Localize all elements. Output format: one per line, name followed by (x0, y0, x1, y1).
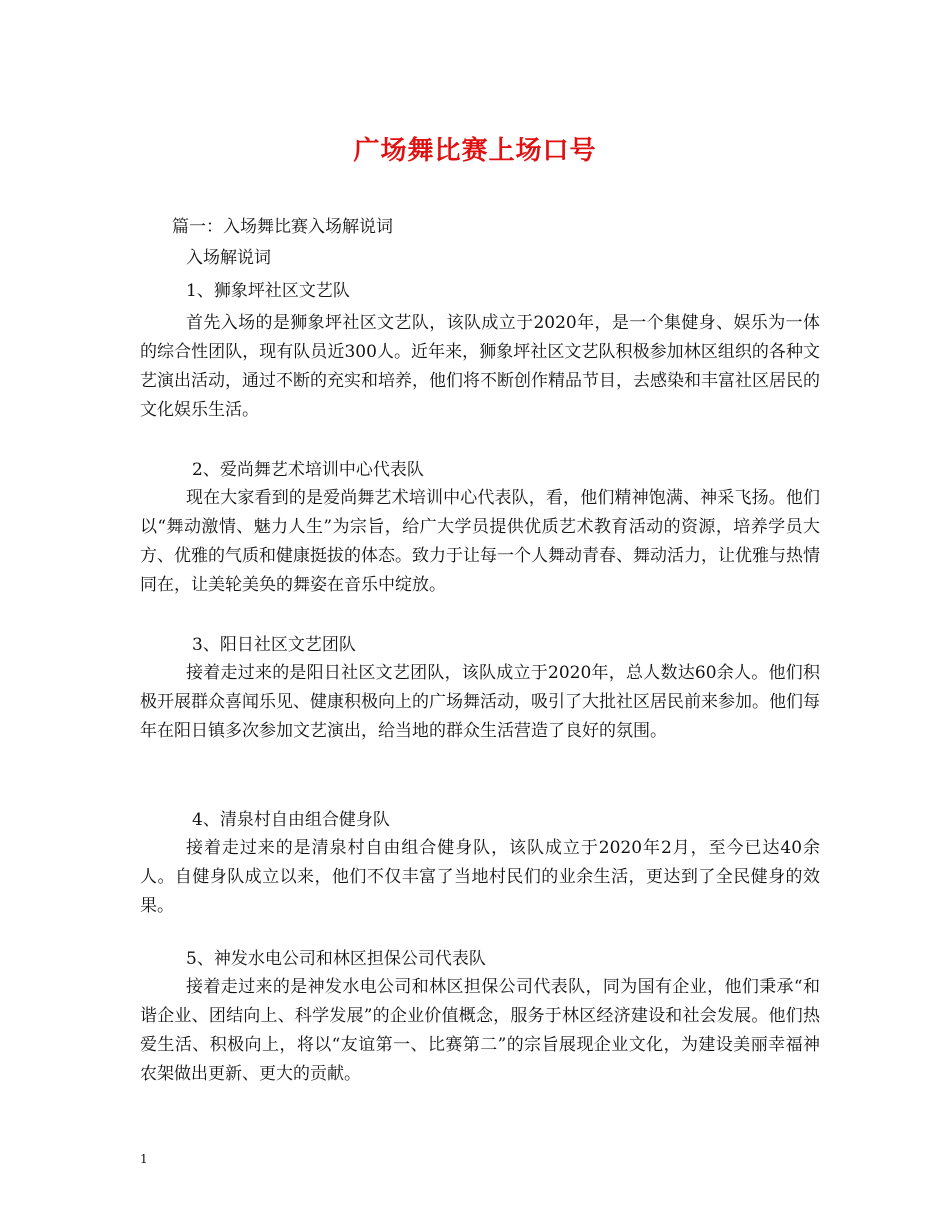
section-body-2: 现在大家看到的是爱尚舞艺术培训中心代表队，看，他们精神饱满、神采飞扬。他们以“舞动激情、魅力人生”为宗旨，给广大学员提供优质艺术教育活动的资源，培养学员大方、优雅的气质和健康挺拔的体态。致力于让每一个人舞动青春、舞动活力，让优雅与热情同在，让美轮美奂的舞姿在音乐中绽放。 (140, 488, 820, 595)
section-body-5: 接着走过来的是神发水电公司和林区担保公司代表队，同为国有企业，他们秉承“和谐企业、团结向上、科学发展”的企业价值概念，服务于林区经济建设和社会发展。他们热爱生活、积极向上，将以“友谊第一、比赛第二”的宗旨展现企业文化，为建设美丽幸福神农架做出更新、更大的贡献。 (140, 977, 820, 1084)
page-title: 广场舞比赛上场口号 (353, 136, 597, 166)
section-body-4: 接着走过来的是清泉村自由组合健身队，该队成立于2020年2月，至今已达40余人。自健身队成立以来，他们不仅丰富了当地村民们的业余生活，更达到了全民健身的效果。 (140, 838, 820, 916)
section-heading-4: 4、清泉村自由组合健身队 (192, 810, 390, 830)
subheading: 入场解说词 (186, 248, 271, 268)
chapter-heading: 篇一：入场舞比赛入场解说词 (172, 217, 393, 237)
section-body-3: 接着走过来的是阳日社区文艺团队，该队成立于2020年，总人数达60余人。他们积极开展群众喜闻乐见、健康积极向上的广场舞活动，吸引了大批社区居民前来参加。他们每年在阳日镇多次参加文艺演出，给当地的群众生活营造了良好的氛围。 (140, 663, 820, 741)
section-heading-2: 2、爱尚舞艺术培训中心代表队 (192, 460, 424, 480)
page-number: 1 (140, 1152, 148, 1166)
section-body-1: 首先入场的是狮象坪社区文艺队，该队成立于2020年，是一个集健身、娱乐为一体的综合性团队，现有队员近300人。近年来，狮象坪社区文艺队积极参加林区组织的各种文艺演出活动，通过不断的充实和培养，他们将不断创作精品节目，去感染和丰富社区居民的文化娱乐生活。 (140, 313, 820, 420)
section-heading-5: 5、神发水电公司和林区担保公司代表队 (186, 949, 486, 969)
section-heading-3: 3、阳日社区文艺团队 (192, 635, 356, 655)
section-heading-1: 1、狮象坪社区文艺队 (186, 281, 350, 301)
